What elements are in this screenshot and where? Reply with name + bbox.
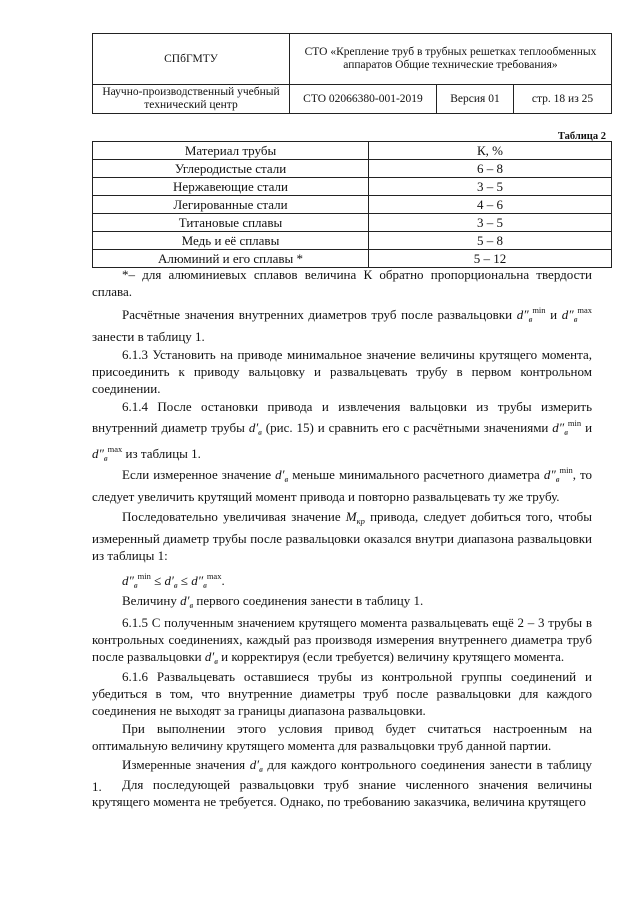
cell-k: 5 – 12 xyxy=(369,250,612,268)
cell-material: Титановые сплавы xyxy=(93,214,369,232)
column-header-material: Материал трубы xyxy=(93,142,369,160)
document-version: Версия 01 xyxy=(437,85,514,114)
formula-d-min: $d''_в^{min}$ xyxy=(516,305,546,324)
cell-material: Нержавеющие стали xyxy=(93,178,369,196)
paragraph-measured-values: Измеренные значения $d'_в$ для каждого контрольного соединения занести в таблицу 1. xyxy=(92,757,593,794)
column-header-k: К, % xyxy=(369,142,612,160)
cell-material: Легированные стали xyxy=(93,196,369,214)
center-name: Научно-производственный учебный технический центр xyxy=(93,85,290,114)
table-row xyxy=(93,250,612,268)
formula-d-min: $d''_в^{min}$ xyxy=(552,418,582,437)
org-name: СПбГМТУ xyxy=(93,34,290,85)
table-row xyxy=(93,232,612,250)
document-code: СТО 02066380-001-2019 xyxy=(290,85,437,114)
formula-d-prime: $d'_в$ xyxy=(275,467,289,484)
table-row xyxy=(93,214,612,232)
formula-range: $d''_в^{min} \le d'_в \le d''_в^{max}$. xyxy=(122,571,225,590)
table-row xyxy=(93,196,612,214)
paragraph-calculated-diameters: Расчётные значения внутренних диаметров труб после развальцовки $d''_в^{min}$ и $d''_в^{max}$ занести в таблицу 1. xyxy=(92,305,593,344)
cell-material: Медь и её сплавы xyxy=(93,232,369,250)
paragraph-subsequent: Для последующей развальцовки труб знание численного значения величины крутящего момента не требуется. Однако, по требованию заказчика, величина крутящего xyxy=(92,777,592,809)
paragraph-if-measured: Если измеренное значение $d'_в$ меньше минимального расчетного диаметра $d''_в^{min}$, то следует увеличить крутящий момент привода и повторно развальцевать ту же трубу. xyxy=(92,465,593,504)
formula-d-prime: $d'_в$ xyxy=(204,649,218,666)
cell-material: Углеродистые стали xyxy=(93,160,369,178)
paragraph-condition: При выполнении этого условия привод будет считаться настроенным на оптимальную величину крутящего момента для развальцовки труб данной партии. xyxy=(92,721,592,753)
formula-d-max: $d''_в^{max}$ xyxy=(92,444,123,463)
cell-k: 3 – 5 xyxy=(369,178,612,196)
table-row xyxy=(93,178,612,196)
paragraph-6-1-4: 6.1.4 После остановки привода и извлечения вальцовки из трубы измерить внутренний диаметр трубы $d'_в$ (рис. 15) и сравнить его с расчётными значениями $d''_в^{min}$ и $d''_в^{max}$ из таблицы 1. xyxy=(92,399,593,463)
cell-k: 5 – 8 xyxy=(369,232,612,250)
cell-k: 6 – 8 xyxy=(369,160,612,178)
formula-d-max: $d''_в^{max}$ xyxy=(561,305,593,324)
table-row xyxy=(93,160,612,178)
cell-k: 4 – 6 xyxy=(369,196,612,214)
paragraph-sequential: Последовательно увеличивая значение $M_{кр}$ привода, следует добиться того, чтобы измеренный диаметр трубы после развальцовки оказался внутри диапазона развальцовки из таблицы 1: xyxy=(92,509,592,563)
table-2 xyxy=(92,141,612,268)
formula-d-prime: $d'_в$ xyxy=(248,420,262,437)
cell-material: Алюминий и его сплавы * xyxy=(93,250,369,268)
formula-d-min: $d''_в^{min}$ xyxy=(543,465,573,484)
table-header-row xyxy=(93,142,612,160)
formula-d-prime: $d'_в$ xyxy=(249,757,263,774)
cell-k: 3 – 5 xyxy=(369,214,612,232)
document-header xyxy=(92,33,612,114)
document-title: СТО «Крепление труб в трубных решетках теплообменных аппаратов Общие технические требования» xyxy=(290,34,612,85)
formula-d-prime: $d'_в$ xyxy=(180,593,194,610)
table-caption: Таблица 2 xyxy=(557,131,606,142)
paragraph-value: Величину $d'_в$ первого соединения занести в таблицу 1. xyxy=(122,593,424,610)
page-number: стр. 18 из 25 xyxy=(514,85,612,114)
paragraph-6-1-3: 6.1.3 Установить на приводе минимальное значение величины крутящего момента, присоединить к приводу вальцовку и развальцевать трубу в первом контрольном соединении. xyxy=(92,347,592,396)
table-footnote: *– для алюминиевых сплавов величина К обратно пропорциональна твердости сплава. xyxy=(92,267,592,299)
paragraph-6-1-6: 6.1.6 Развальцевать оставшиеся трубы из контрольной группы соединений и убедиться в том, что внутренние диаметры труб после развальцовки для каждого соединения не выходят за границы диапазона развальцовки. xyxy=(92,669,592,718)
formula-m-kr: $M_{кр}$ xyxy=(345,509,365,526)
paragraph-6-1-5: 6.1.5 С полученным значением крутящего момента развальцевать ещё 2 – 3 трубы в контрольных соединениях, каждый раз производя измерения внутреннего диаметра труб после развальцовки $d'_в$ и корректируя (если требуется) величину крутящего момента. xyxy=(92,615,592,666)
